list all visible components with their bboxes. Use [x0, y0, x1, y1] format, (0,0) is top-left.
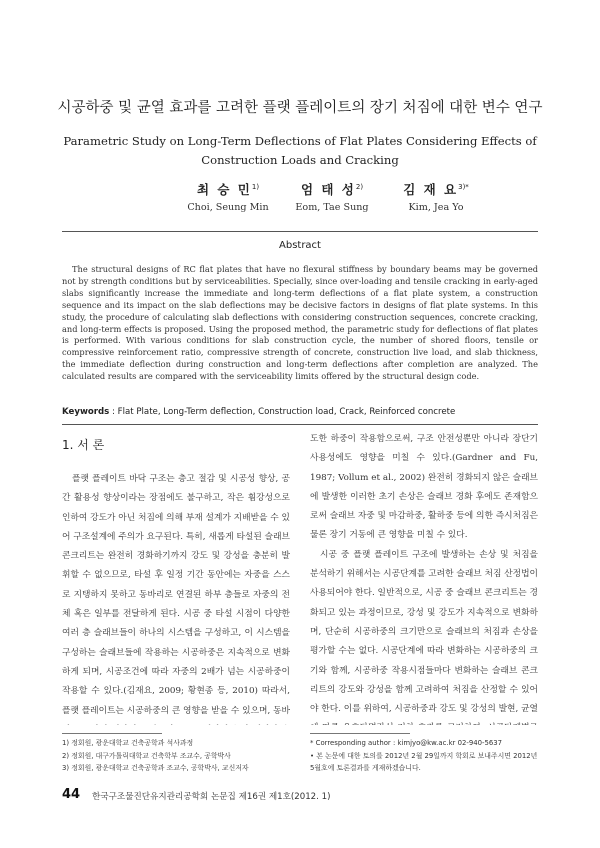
footnotes-left: [62, 737, 290, 775]
title-en-line-2: Construction Loads and Cracking: [201, 153, 399, 167]
footnote-2: 2) 정회원, 대구가톨릭대학교 건축학부 조교수, 공학박사: [62, 751, 231, 760]
footnote-rule-right: [310, 733, 410, 734]
left-paragraph-1: 플랫 플레이트 바닥 구조는 층고 절감 및 시공성 향상, 공간 활용성 향상이라는 장점에도 불구하고, 작은 휨강성으로 인하여 강도가 아닌 처짐에 의해 부재 설계가 지배받을 수 있어 구조설계에 주의가 요구된다. 특히, 새롭게 타설된 슬래브 콘크리트는 완전히 경화하기까지 강도 및 강성을 충분히 발휘할 수 없으므로, 타설 후 일정 기간 동안에는 자중을 스스로 지탱하지 못하고 동바리로 연결된 하부 층들로 자중의 전체 혹은 일부를 전달하게 된다. 시공 중 타설 시점이 다양한 여러 층 슬래브들이 하나의 시스템을 구성하고, 이 시스템을 구성하는 슬래브들에 작용하는 시공하중은 지속적으로 변화하게 되며, 시공조건에 따라 자중의 2배가 넘는 시공하중이 작용할 수 있다.(김재요, 2009; 황현종 등, 2010) 따라서, 플랫 플레이트는 시공하중의 큰 영향을 받을 수 있으며, 동바: [62, 474, 290, 716]
paper-title-korean: 시공하중 및 균열 효과를 고려한 플랫 플레이트의 장기 처짐에 대한 변수 연구: [57, 100, 543, 116]
author-3-name-en: Kim, Jea Yo: [408, 202, 464, 213]
author-3: [376, 180, 496, 213]
right-paragraph-1: 도한 하중이 작용함으로써, 구조 안전성뿐만 아니라 장단기 사용성에도 영향을 미칠 수 있다.(Gardner and Fu, 1987; Vollum et al., 2002) 완전히 경화되지 않은 슬래브에 발생한 이러한 초기 손상은 슬래브 경화 후에도 존재함으로써 슬래브 자중 및 마감하중, 활하중 등에 의한 즉시처짐은 물론 장기 거동에 큰 영향을 미칠 수 있다.: [310, 434, 538, 541]
right-column: [310, 430, 538, 725]
page-number: 44: [62, 787, 81, 802]
left-column: [62, 470, 290, 725]
footnotes-right: [310, 737, 540, 775]
author-3-name-ko: 김 재 요$^{3)*}$: [403, 182, 469, 197]
keywords: [62, 407, 538, 417]
section-heading: 1. 서 론: [62, 438, 105, 452]
keywords-text: : Flat Plate, Long-Term deflection, Construction load, Crack, Reinforced concrete: [109, 407, 456, 417]
abstract-heading: Abstract: [279, 240, 321, 251]
abstract-bottom-rule: [62, 424, 538, 425]
corresponding-author: * Corresponding author : kimjyo@kw.ac.kr 02-940-5637: [310, 739, 503, 747]
title-en-line-1: Parametric Study on Long-Term Deflections of Flat Plates Considering Effects of: [63, 134, 537, 148]
footnote-1: 1) 정회원, 광운대학교 건축공학과 석사과정: [62, 739, 194, 747]
author-1-name-ko: 최 승 민$^{1)}$: [196, 182, 260, 197]
author-2-name-en: Eom, Tae Sung: [295, 202, 369, 213]
author-2-name-ko: 엄 태 성$^{2)}$: [300, 182, 364, 197]
discussion-note-1: • 본 논문에 대한 토의를 2012년 2월 29일까지 학회로 보내주시면 2012년: [310, 751, 538, 760]
author-1: [168, 180, 288, 213]
paper-title-english: [60, 132, 540, 170]
abstract-body: The structural designs of RC flat plates that have no flexural stiffness by boundary beams may be governed not by strength conditions but by serviceabilities. Specially, since over-loading and tensile cracking in early-aged slabs significantly increase the immediate and long-term deflections of a flat plate system, a construction sequence and its impact on the slab deflections may be decisive factors in designs of flat plate systems. In this study, the procedure of calculating slab deflections with considering construction sequences, concrete cracking, and long-term effects is proposed. Using the proposed method, the parametric study for deflections of flat plates is performed. With various conditions for slab construction cycle, the number of shored floors, tensile or compressive reinforcement ratio, compressive strength of concrete, construction live load, and slab thickness, the immediate deflection during construction and long-term deflections after completion are analyzed. The calculated results are compared with the serviceability limits offered by the structural design code.: [62, 264, 538, 382]
footnote-3: 3) 정회원, 광운대학교 건축공학과 조교수, 공학박사, 교신저자: [62, 764, 249, 772]
abstract-top-rule: [62, 231, 538, 232]
discussion-note-2: 5월호에 토론결과를 게재하겠습니다.: [310, 764, 421, 772]
footnote-rule-left: [62, 733, 162, 734]
right-paragraph-2: 시공 중 플랫 플레이트 구조에 발생하는 손상 및 처짐을 분석하기 위해서는 시공단계를 고려한 슬래브 처짐 산정법이 사용되어야 한다. 일반적으로, 시공 중 슬래브 콘크리트는 경화되고 있는 과정이므로, 강성 및 강도가 지속적으로 변화하며, 단순히 시공하중의 크기만으로 슬래브의 처짐과 손상을 평가할 수는 없다. 시공단계에 따라 변화하는 시공하중의 크기와 함께, 시공하중 작용시점들마다 변화하는 슬래브 콘크리트의 강도와 강성을 함께 고려하여 처짐을 산정할 수 있어야 한다. 이를 위하여, 시공하중과 강도 및 강성의 발현, 균열: [310, 549, 538, 715]
author-1-name-en: Choi, Seung Min: [187, 202, 269, 213]
journal-info: 한국구조물진단유지관리공학회 논문집 제16권 제1호(2012. 1): [92, 792, 331, 802]
author-2: [272, 180, 392, 213]
keywords-label: Keywords: [62, 407, 110, 417]
